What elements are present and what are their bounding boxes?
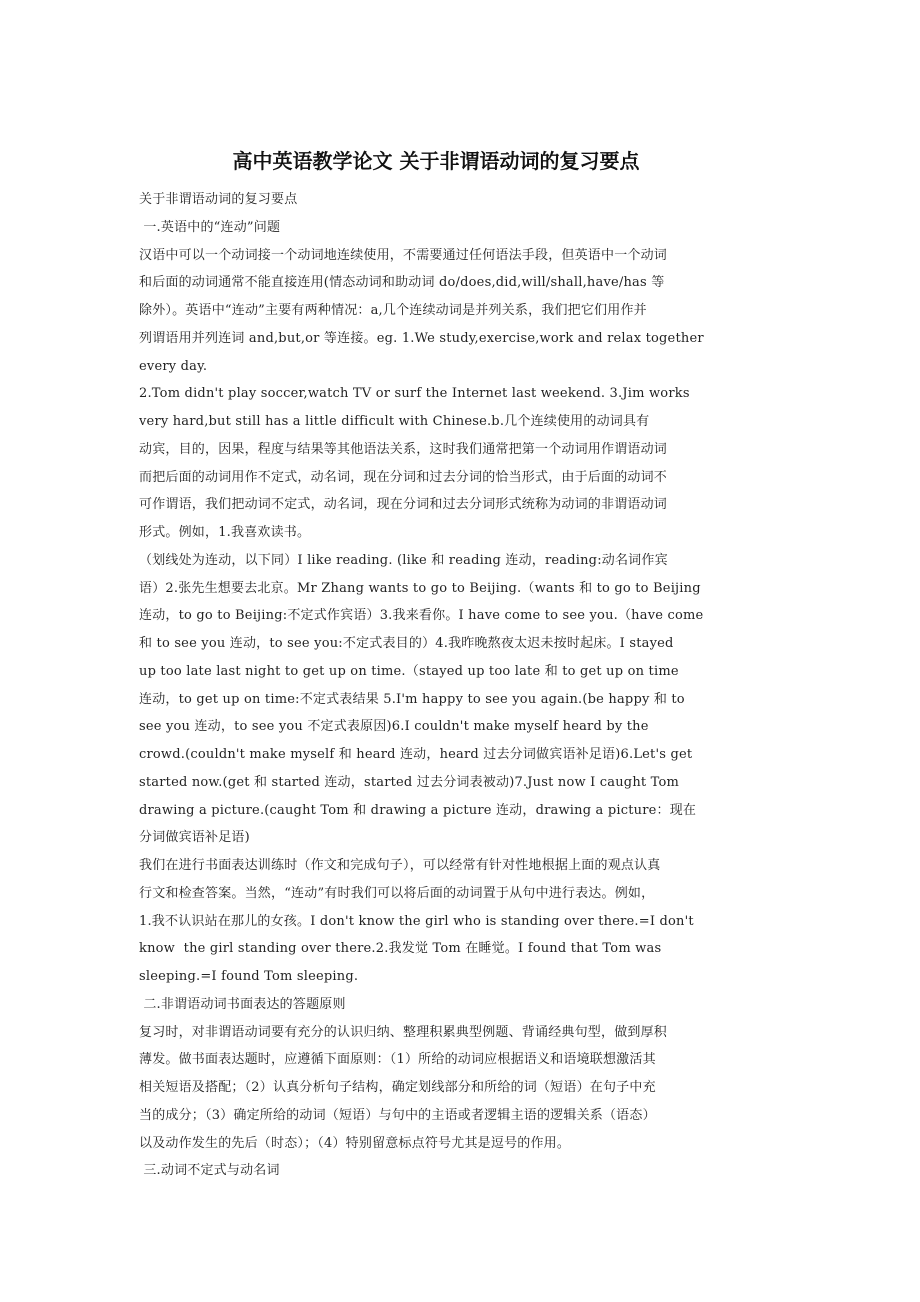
body-line: 1.我不认识站在那儿的女孩。I don't know the girl who is standing over there.=I don't: [139, 913, 694, 929]
body-line: 而把后面的动词用作不定式，动名词，现在分词和过去分词的恰当形式，由于后面的动词不: [139, 469, 668, 485]
body-line: （划线处为连动，以下同）I like reading. (like 和 reading 连动，reading:动名词作宾: [139, 552, 668, 568]
body-line: 以及动作发生的先后（时态）；（4）特别留意标点符号尤其是逗号的作用。: [139, 1135, 571, 1151]
body-line: 当的成分；（3）确定所给的动词（短语）与句中的主语或者逻辑主语的逻辑关系（语态）: [139, 1107, 656, 1123]
body-line: 连动，to get up on time:不定式表结果 5.I'm happy to see you again.(be happy 和 to: [139, 691, 685, 707]
document-body: [139, 186, 829, 1185]
body-line: 形式。例如，1.我喜欢读书。: [139, 525, 311, 540]
body-line: very hard,but still has a little difficult with Chinese.b.几个连续使用的动词具有: [139, 414, 650, 429]
body-line: 关于非谓语动词的复习要点: [139, 192, 298, 207]
body-line: 一.英语中的“连动”问题: [139, 219, 281, 235]
body-line: drawing a picture.(caught Tom 和 drawing a picture 连动，drawing a picture：现在: [139, 802, 697, 818]
body-line: see you 连动，to see you 不定式表原因)6.I couldn't make myself heard by the: [139, 719, 649, 735]
body-line: started now.(get 和 started 连动，started 过去分词表被动)7.Just now I caught Tom: [139, 774, 680, 790]
body-line: 连动，to go to Beijing:不定式作宾语）3.我来看你。I have come to see you.（have come: [139, 608, 704, 624]
body-line: know the girl standing over there.2.我发觉 Tom 在睡觉。I found that Tom was: [139, 941, 662, 957]
body-line: up too late last night to get up on time.（stayed up too late 和 to get up on time: [139, 663, 679, 679]
body-line: 和后面的动词通常不能直接连用(情态动词和助动词 do/does,did,will/shall,have/has 等: [139, 275, 665, 291]
body-line: 三.动词不定式与动名词: [139, 1163, 280, 1179]
body-line: 动宾，目的，因果，程度与结果等其他语法关系，这时我们通常把第一个动词用作谓语动词: [139, 441, 668, 457]
body-line: 除外）。英语中“连动”主要有两种情况：a,几个连续动词是并列关系，我们把它们用作并: [139, 303, 647, 318]
body-line: 2.Tom didn't play soccer,watch TV or surf the Internet last weekend. 3.Jim works: [139, 386, 690, 402]
body-line: 行文和检查答案。当然，“连动”有时我们可以将后面的动词置于从句中进行表达。例如，: [139, 885, 655, 901]
body-line: crowd.(couldn't make myself 和 heard 连动，heard 过去分词做宾语补足语)6.Let's get: [139, 747, 693, 762]
body-line: 复习时，对非谓语动词要有充分的认识归纳、整理积累典型例题、背诵经典句型，做到厚积: [139, 1024, 668, 1040]
body-line: 分词做宾语补足语): [139, 830, 250, 846]
body-line: 和 to see you 连动，to see you:不定式表目的）4.我昨晚熬夜太迟未按时起床。I stayed: [139, 636, 674, 651]
body-line: 列谓语用并列连词 and,but,or 等连接。eg. 1.We study,exercise,work and relax together: [139, 330, 704, 346]
body-line: 我们在进行书面表达训练时（作文和完成句子），可以经常有针对性地根据上面的观点认真: [139, 858, 661, 873]
body-line: 可作谓语，我们把动词不定式，动名词，现在分词和过去分词形式统称为动词的非谓语动词: [139, 497, 668, 513]
body-line: 相关短语及搭配；（2）认真分析句子结构，确定划线部分和所给的词（短语）在句子中充: [139, 1080, 656, 1095]
body-line: every day.: [139, 358, 208, 374]
document-title: 高中英语教学论文 关于非谓语动词的复习要点: [232, 149, 640, 173]
body-line: 薄发。做书面表达题时，应遵循下面原则：（1）所给的动词应根据语义和语境联想激活其: [139, 1052, 656, 1068]
body-line: sleeping.=I found Tom sleeping.: [139, 969, 359, 984]
body-line: 二.非谓语动词书面表达的答题原则: [139, 996, 346, 1012]
body-line: 语）2.张先生想要去北京。Mr Zhang wants to go to Beijing.（wants 和 to go to Beijing: [139, 580, 701, 596]
body-line: 汉语中可以一个动词接一个动词地连续使用，不需要通过任何语法手段，但英语中一个动词: [139, 247, 668, 263]
